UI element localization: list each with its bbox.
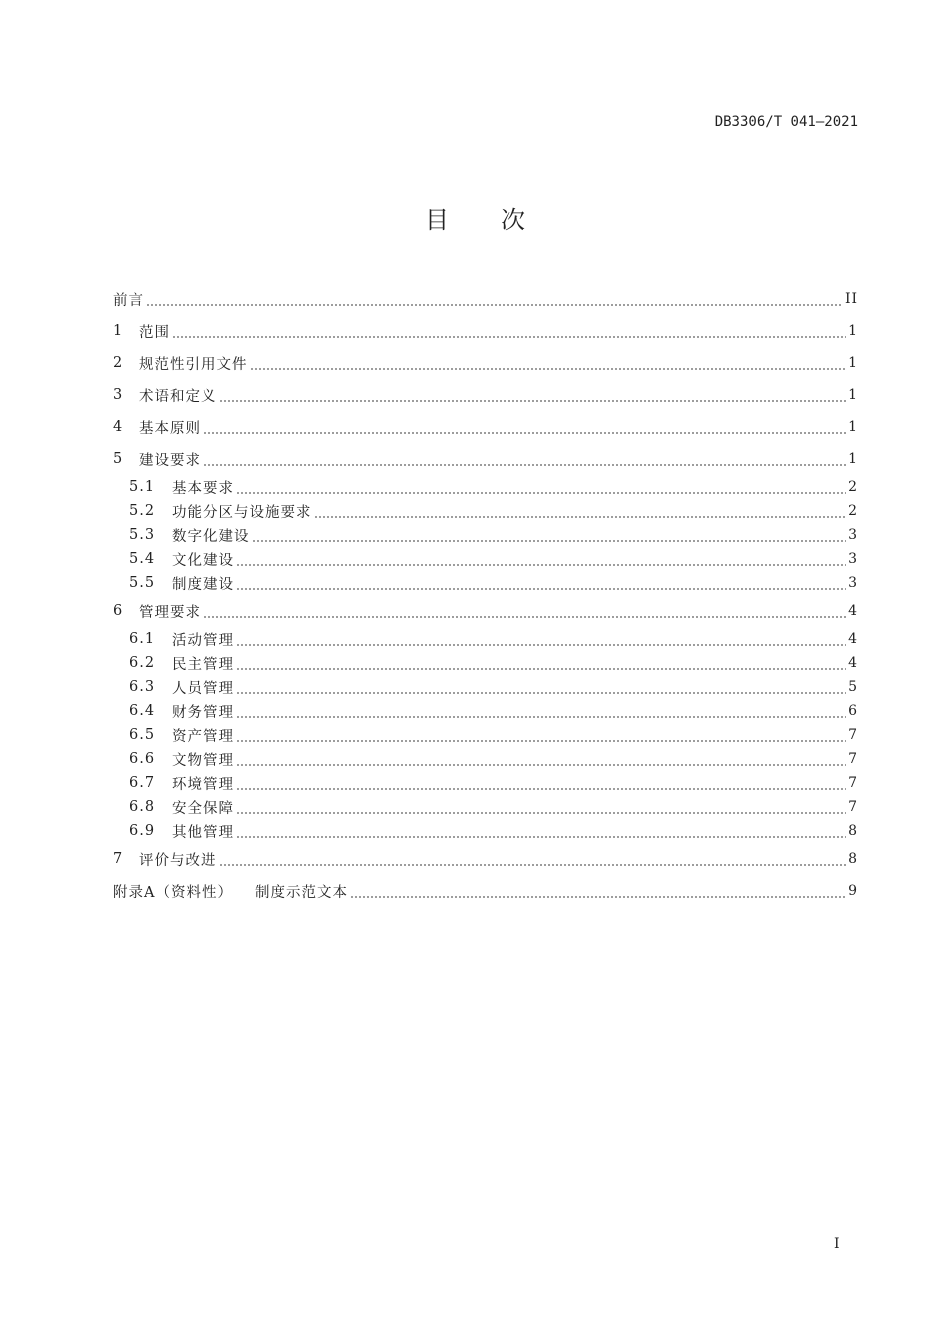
toc-entry-title: 民主管理 [172,656,234,673]
toc-entry-page: 9 [848,883,858,899]
toc-entry[interactable] [113,627,858,651]
dot-leader [236,740,846,742]
toc-entry-title: 规范性引用文件 [139,356,248,373]
dot-leader [146,304,843,306]
toc-entry[interactable] [113,795,858,819]
toc-entry-number: 5 [113,451,124,467]
toc-entry-page: 5 [848,679,858,695]
toc-entry-number: 2 [113,355,124,371]
toc-entry-number: 1 [113,323,124,339]
toc-entry-page: 4 [848,631,858,647]
toc-entry[interactable] [113,475,858,499]
toc-entry-title: 财务管理 [172,704,234,721]
toc-entry-page: 6 [848,703,858,719]
toc-entry-number: 5.2 [129,503,156,519]
toc-entry-title: 基本要求 [172,480,234,497]
toc-entry[interactable] [113,411,858,443]
toc-entry-number: 附录A（资料性） [113,884,233,901]
document-id: DB3306/T 041—2021 [714,114,858,130]
toc-entry-title: 建设要求 [139,452,201,469]
toc-entry-page: 2 [848,479,858,495]
dot-leader [252,540,847,542]
toc-entry-title: 数字化建设 [172,528,250,545]
toc-entry[interactable] [113,347,858,379]
toc-entry-title: 制度建设 [172,576,234,593]
toc-entry-title: 评价与改进 [139,852,217,869]
dot-leader [219,400,847,402]
dot-leader [172,336,846,338]
dot-leader [236,644,846,646]
toc-entry-number: 7 [113,851,124,867]
toc-entry-page: 1 [848,355,858,371]
table-of-contents [113,283,858,907]
toc-entry-title: 资产管理 [172,728,234,745]
toc-entry-number: 6.4 [129,703,156,719]
toc-entry-page: 3 [848,575,858,591]
dot-leader [350,896,846,898]
dot-leader [236,564,846,566]
toc-entry-number: 5.3 [129,527,156,543]
toc-entry-title: 术语和定义 [139,388,217,405]
toc-entry-page: 1 [848,387,858,403]
toc-entry[interactable] [113,499,858,523]
toc-entry-page: 8 [848,851,858,867]
toc-entry-title: 前言 [113,292,144,309]
toc-entry-title: 环境管理 [172,776,234,793]
toc-entry-number: 6.9 [129,823,156,839]
toc-entry-number: 5.4 [129,551,156,567]
toc-entry-page: 2 [848,503,858,519]
toc-entry-page: 4 [848,603,858,619]
toc-entry-page: 8 [848,823,858,839]
dot-leader [236,836,846,838]
toc-entry-title: 范围 [139,324,170,341]
toc-entry[interactable] [113,675,858,699]
toc-entry[interactable] [113,283,858,315]
toc-entry-title: 文化建设 [172,552,234,569]
toc-entry-page: II [844,291,858,307]
toc-entry[interactable] [113,723,858,747]
toc-entry-page: 3 [848,527,858,543]
toc-entry[interactable] [113,747,858,771]
toc-entry-title: 文物管理 [172,752,234,769]
dot-leader [203,432,846,434]
toc-entry-number: 4 [113,419,124,435]
toc-entry-page: 7 [848,799,858,815]
toc-entry[interactable] [113,595,858,627]
dot-leader [236,788,846,790]
toc-entry-page: 3 [848,551,858,567]
toc-entry-title: 功能分区与设施要求 [172,504,312,521]
toc-entry-number: 5.1 [129,479,156,495]
toc-entry-page: 7 [848,775,858,791]
toc-entry[interactable] [113,523,858,547]
toc-entry-number: 6.7 [129,775,156,791]
toc-entry-number: 6.6 [129,751,156,767]
title-char-2: 次 [501,206,525,234]
dot-leader [236,716,846,718]
dot-leader [236,668,846,670]
toc-entry[interactable] [113,443,858,475]
page-number: I [834,1236,840,1252]
toc-entry-page: 7 [848,727,858,743]
toc-entry-number: 6.8 [129,799,156,815]
toc-entry-title: 制度示范文本 [254,884,348,901]
dot-leader [236,764,846,766]
dot-leader [203,464,846,466]
toc-entry-page: 1 [848,323,858,339]
dot-leader [314,516,847,518]
toc-entry-title: 安全保障 [172,800,234,817]
toc-entry-number: 6.2 [129,655,156,671]
dot-leader [236,588,846,590]
toc-entry-number: 6.5 [129,727,156,743]
page-title [0,200,950,235]
toc-entry[interactable] [113,315,858,347]
toc-entry-number: 5.5 [129,575,156,591]
toc-entry[interactable] [113,547,858,571]
dot-leader [250,368,847,370]
toc-entry-title: 人员管理 [172,680,234,697]
toc-entry-page: 1 [848,419,858,435]
toc-entry[interactable] [113,843,858,875]
dot-leader [219,864,847,866]
toc-entry-title: 基本原则 [139,420,201,437]
toc-entry[interactable] [113,819,858,843]
toc-entry[interactable] [113,571,858,595]
toc-entry-title: 其他管理 [172,824,234,841]
toc-entry-number: 6 [113,603,124,619]
title-char-1: 目 [425,206,449,234]
toc-entry[interactable] [113,699,858,723]
toc-entry-number: 3 [113,387,124,403]
toc-entry[interactable] [113,771,858,795]
toc-entry-title: 活动管理 [172,632,234,649]
toc-entry-number: 6.3 [129,679,156,695]
dot-leader [236,812,846,814]
dot-leader [236,692,846,694]
dot-leader [236,492,846,494]
dot-leader [203,616,846,618]
toc-entry-number: 6.1 [129,631,156,647]
toc-entry[interactable] [113,875,858,907]
toc-entry-page: 1 [848,451,858,467]
toc-entry-page: 7 [848,751,858,767]
toc-entry-page: 4 [848,655,858,671]
toc-entry-title: 管理要求 [139,604,201,621]
toc-entry[interactable] [113,379,858,411]
toc-entry[interactable] [113,651,858,675]
